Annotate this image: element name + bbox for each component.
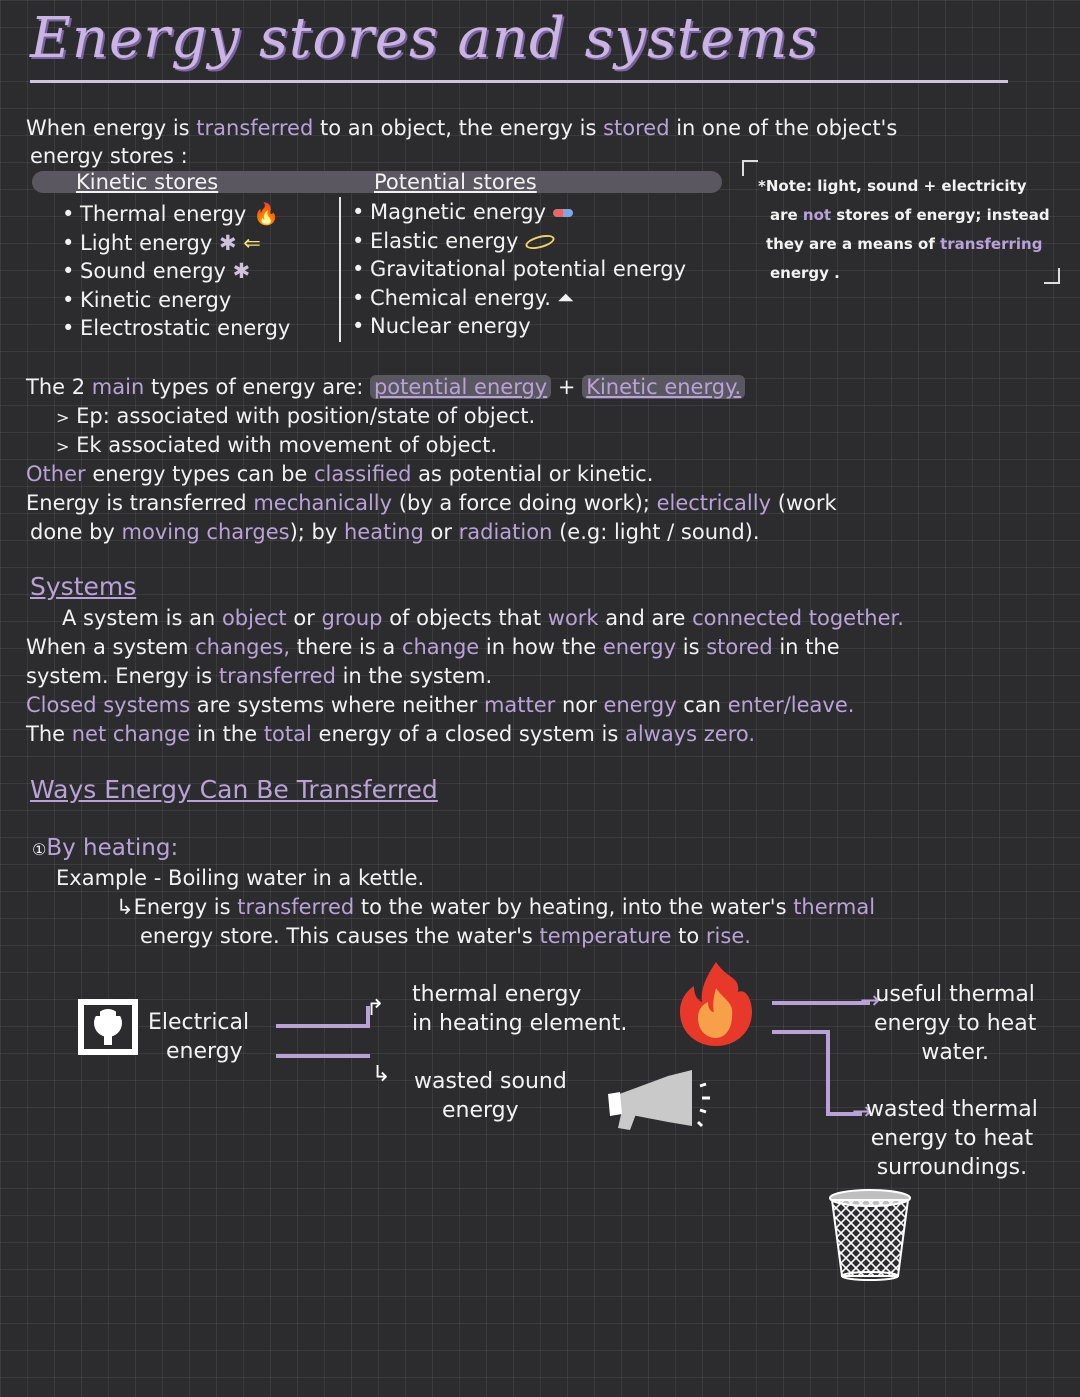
arrow-right-icon: ↱ — [366, 996, 385, 1021]
systems-line-2: When a system changes, there is a change in how the energy is stored in the — [26, 635, 840, 659]
list-item: • Elastic energy — [352, 227, 686, 256]
example-detail-2: energy store. This causes the water's temperature to rise. — [140, 924, 751, 948]
by-heading-subheading: ①By heating: — [32, 835, 179, 861]
list-item: • Electrostatic energy — [62, 316, 291, 340]
useful-thermal-label: useful thermal energy to heat water. — [874, 982, 1037, 1065]
potential-stores-list — [352, 198, 686, 341]
example-detail-1: ↳Energy is transferred to the water by heating, into the water's thermal — [116, 895, 876, 919]
kinetic-energy-highlight: Kinetic energy. — [582, 375, 745, 399]
sparkle-icon: ✱ — [232, 259, 251, 283]
stores-divider — [339, 197, 341, 342]
magnet-icon — [553, 209, 573, 217]
flask-icon: ⏶ — [557, 285, 575, 310]
list-item: • Kinetic energy — [62, 287, 232, 312]
potential-stores-header: Potential stores — [374, 170, 537, 194]
flow-line — [772, 1030, 828, 1034]
systems-line-5: The net change in the total energy of a closed system is always zero. — [26, 722, 756, 746]
megaphone-icon — [606, 1066, 718, 1138]
wasted-thermal-label: wasted thermal energy to heat surroundings. — [866, 1097, 1038, 1180]
types-line: The 2 main types of energy are: potential energy + Kinetic energy. — [26, 373, 745, 402]
wasted-sound-label: wasted sound energy — [414, 1069, 567, 1123]
kinetic-stores-list — [62, 200, 290, 343]
systems-line-1: A system is an object or group of objects that work and are connected together. — [62, 606, 904, 630]
arrow-left-icon: ⇐ — [243, 230, 261, 255]
list-item: • Light energy ✱ ⇐ — [62, 230, 261, 255]
rubber-band-icon — [524, 232, 556, 251]
ep-line: > Ep: associated with position/state of object. — [56, 404, 536, 428]
intro-line-1: When energy is transferred to an object, the energy is stored in one of the object's — [26, 116, 898, 140]
plug-socket-icon — [76, 997, 140, 1057]
flow-line — [826, 1030, 830, 1116]
flow-line — [276, 1024, 368, 1028]
list-item: • Magnetic energy — [352, 198, 686, 227]
systems-line-4: Closed systems are systems where neither matter nor energy can enter/leave. — [26, 693, 855, 717]
flow-line — [772, 1001, 870, 1005]
other-types-line: Other energy types can be classified as potential or kinetic. — [26, 462, 654, 486]
ek-line: > Ek associated with movement of object. — [56, 433, 497, 457]
sparkle-icon: ✱ — [218, 230, 237, 255]
list-item: • Thermal energy 🔥 — [62, 202, 280, 226]
page-title: Energy stores and systems — [30, 6, 819, 71]
flow-line — [276, 1054, 370, 1058]
example-line: Example - Boiling water in a kettle. — [56, 866, 425, 890]
waste-basket-icon — [826, 1188, 914, 1282]
note-text: *Note: light, sound + electricity are not stores of energy; instead they are a means of transferring energy . — [758, 177, 1050, 282]
ways-heading: Ways Energy Can Be Transferred — [30, 775, 438, 804]
list-item: • Sound energy ✱ — [62, 259, 251, 283]
systems-heading: Systems — [30, 572, 137, 601]
kinetic-stores-header: Kinetic stores — [76, 170, 219, 194]
arrow-right-icon: ↳ — [372, 1062, 391, 1087]
arrow-right-icon: → — [852, 1097, 873, 1125]
flame-icon: 🔥 — [253, 202, 280, 226]
title-underline — [30, 80, 1008, 83]
potential-energy-highlight: potential energy — [370, 375, 551, 399]
electrical-energy-label: Electrical energy — [148, 1010, 250, 1064]
flame-icon — [674, 958, 758, 1048]
note-box — [742, 160, 1060, 284]
transfer-line-2: done by moving charges); by heating or radiation (e.g: light / sound). — [30, 520, 760, 544]
list-item: • Nuclear energy — [352, 314, 531, 338]
transfer-line-1: Energy is transferred mechanically (by a force doing work); electrically (work — [26, 491, 837, 515]
systems-line-3: system. Energy is transferred in the system. — [26, 664, 493, 688]
thermal-heating-element-label: thermal energy in heating element. — [412, 982, 628, 1036]
list-item: • Chemical energy. ⏶ — [352, 285, 575, 310]
intro-line-2: energy stores : — [30, 144, 188, 168]
list-item: • Gravitational potential energy — [352, 257, 687, 281]
arrow-right-icon: → — [860, 986, 881, 1014]
